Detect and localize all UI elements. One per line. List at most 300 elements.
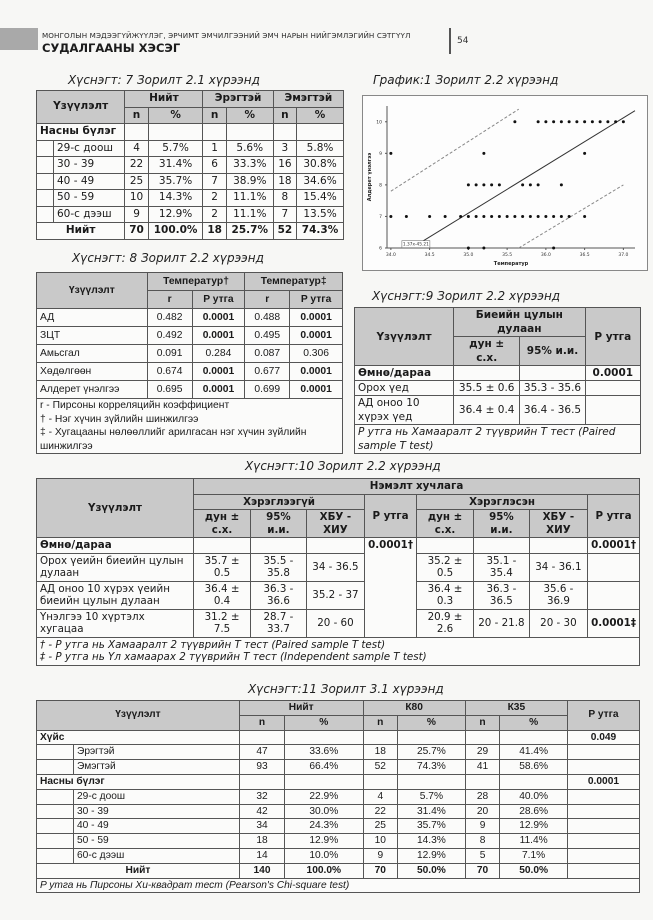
ci-lower-line [519,185,624,248]
table11-total-cell: 50.0% [398,863,466,878]
table11-section-label: Насны бүлэг [37,774,240,789]
table11-cell: 12.9% [500,819,568,834]
table11-cell: 22.9% [285,789,363,804]
table11-cell: 34 [239,819,284,834]
data-point [467,215,470,218]
table11-cell: 47 [239,745,284,760]
table7-total-cell: 18 [203,223,226,240]
table10-group: Хэрэглээгүй [194,494,365,510]
table10 [36,478,640,666]
data-point [482,152,485,155]
table10-p-header: P утга [588,494,640,538]
indent-cell [37,157,54,174]
table11-section-label: Хүйс [37,730,240,745]
data-point [599,120,602,123]
data-point [475,183,478,186]
data-point [568,215,571,218]
table8-group: Температур‡ [245,273,343,291]
x-tick-label: 34.0 [385,253,396,258]
table8-row-label: Алдерет үнэлгээ [37,381,148,399]
table10-p-header: P утга [365,494,417,538]
table10-cell-p [588,581,640,609]
table10-cell: 31.2 ± 7.5 [194,609,251,637]
table11-cell: 10 [363,834,398,849]
table11-sub: n [363,715,398,730]
table11-cell: 52 [363,760,398,775]
table7-total-cell: 25.7% [226,223,273,240]
table8 [36,272,343,454]
table9-note: P утга нь Хамааралт 2 түүврийн Т тест (Paired sample T test) [355,425,641,454]
table7-cell: 4 [125,140,148,157]
empty-cell [285,774,363,789]
table8-cell: 0.677 [245,363,290,381]
indent-cell [37,206,54,223]
table-row [37,848,640,863]
empty-cell [239,730,284,745]
table11-group: К35 [465,701,567,716]
table-row [37,745,640,760]
table11-group: К80 [363,701,465,716]
data-point [513,215,516,218]
table-row [37,140,344,157]
empty-cell [363,730,398,745]
table7-cell: 5.7% [148,140,203,157]
table7-cell: 25 [125,173,148,190]
table10-sub: дун ± с.х. [194,510,251,538]
table7-cell: 38.9% [226,173,273,190]
table9-cell: 35.5 ± 0.6 [454,381,520,396]
table11-cell: 7.1% [500,848,568,863]
table8-notes [37,399,343,454]
empty-cell [363,774,398,789]
table11-cell: 41 [465,760,500,775]
table10-row-label: Орох үеийн биеийн цулын дулаан [37,553,194,581]
table11-cell: 5 [465,848,500,863]
table11-col-header: Үзүүлэлт [37,701,240,731]
table10-p-used: 0.0001† [588,538,640,554]
x-tick-label: 36.0 [540,253,551,258]
table11-cell: 18 [239,834,284,849]
table8-cell: 0.674 [147,363,192,381]
table7-row-label: 30 - 39 [54,157,125,174]
table7-total-cell: 100.0% [148,223,203,240]
fit-line [422,111,635,242]
table10-cell: 20 - 30 [529,609,587,637]
table11-cell: 10.0% [285,848,363,863]
table10-cell: 36.3 - 36.6 [251,581,307,609]
table10-sub: ХБУ - ХИУ [306,510,364,538]
data-point [606,120,609,123]
table7-cell: 2 [203,190,226,207]
table7-cell: 34.6% [297,173,344,190]
table-row [37,157,344,174]
table7-row-label: 60-с дээш [54,206,125,223]
table7-sub: n [125,107,148,124]
table10-col-header: Үзүүлэлт [37,479,194,538]
scatter-chart-svg [363,96,647,270]
table11-cell: 30.0% [285,804,363,819]
table7-cell: 15.4% [297,190,344,207]
empty-cell [567,834,639,849]
table8-sub: r [245,291,290,309]
table11-sub: % [500,715,568,730]
x-tick-label: 37.0 [618,253,629,258]
table11-sub: % [398,715,466,730]
table8-cell: 0.306 [290,345,343,363]
data-point [529,215,532,218]
table11-p-header: P утга [567,701,639,731]
indent-cell [37,804,74,819]
data-point [405,215,408,218]
data-point [482,183,485,186]
table8-col-header: Үзүүлэлт [37,273,148,309]
header-divider [449,28,451,54]
data-point [537,215,540,218]
table10-note: † - P утга нь Хамааралт 2 түүврийн Т тест (Paired sample T test) [40,638,386,651]
table7-cell: 9 [125,206,148,223]
table11-cell: 74.3% [398,760,466,775]
table11-total-label: Нийт [37,863,240,878]
table11-note: P утга нь Пирсоны Хи-квадрат тест (Pearson's Chi-square test) [37,878,640,893]
data-point [467,183,470,186]
empty-cell [398,730,466,745]
table11-section-p: 0.049 [567,730,639,745]
table11-cell: 22 [363,804,398,819]
data-point [490,183,493,186]
empty-cell [567,789,639,804]
table-row [37,553,640,581]
table10-cell: 35.2 ± 0.5 [416,553,473,581]
table10-sub: 95% и.и. [474,510,530,538]
table8-sub: P утга [192,291,245,309]
table9-cell: 36.4 ± 0.4 [454,396,520,425]
table7-row-label: 50 - 59 [54,190,125,207]
data-point [560,120,563,123]
empty-cell [398,774,466,789]
table11-cell: 32 [239,789,284,804]
table7-cell: 31.4% [148,157,203,174]
table7-cell: 3 [273,140,296,157]
table10-p-not-used: 0.0001† [365,538,417,638]
table11-cell: 25.7% [398,745,466,760]
table10-cell: 34 - 36.5 [306,553,364,581]
table11-cell: 5.7% [398,789,466,804]
table10-section-label: Өмнө/дараа [37,538,194,554]
table9-row-label: АД оноо 10 хүрэх үед [355,396,454,425]
table7-caption: Хүснэгт: 7 Зорилт 2.1 хүрээнд [68,73,260,87]
table-row [37,363,343,381]
table7-col-header: Үзүүлэлт [37,91,125,124]
y-tick-label: 6 [379,246,382,252]
table10-cell: 35.6 - 36.9 [529,581,587,609]
table7-sub: n [203,107,226,124]
y-axis-label: Алдерет үнэлгээ [367,152,373,202]
indent-cell [37,140,54,157]
table7-sub: % [148,107,203,124]
data-point [498,215,501,218]
table11-sub: % [285,715,363,730]
table9-group: Биеийн цулын дулаан [454,308,586,337]
table11-total-cell: 70 [465,863,500,878]
data-point [482,215,485,218]
data-point [537,120,540,123]
indent-cell [37,760,74,775]
data-point [428,215,431,218]
table11-cell: 28 [465,789,500,804]
indent-cell [37,173,54,190]
data-point [544,215,547,218]
table8-cell: 0.0001 [192,381,245,399]
table10-caption: Хүснэгт:10 Зорилт 2.2 хүрээнд [245,459,441,473]
table7-group: Нийт [125,91,203,108]
table11-row-label: 60-с дээш [74,848,240,863]
data-point [560,215,563,218]
table7-cell: 11.1% [226,190,273,207]
table11-sub: n [465,715,500,730]
table10-cell-p: 0.0001‡ [588,609,640,637]
table-row [37,834,640,849]
table10-cell: 36.3 - 36.5 [474,581,530,609]
fit-equation-label: 1.37x-45.21 [402,242,429,248]
header-accent-bar [0,28,38,50]
table7-cell: 7 [273,206,296,223]
table11-cell: 18 [363,745,398,760]
table10-cell: 35.7 ± 0.5 [194,553,251,581]
table8-cell: 0.699 [245,381,290,399]
table9-p-header: P утга [585,308,640,366]
x-axis-label: Температур [493,261,529,267]
table11-row-label: Эрэгтэй [74,745,240,760]
table10-cell: 20.9 ± 2.6 [416,609,473,637]
indent-cell [37,745,74,760]
table11-row-label: 30 - 39 [74,804,240,819]
table7-cell: 16 [273,157,296,174]
data-point [583,120,586,123]
table11-cell: 40.0% [500,789,568,804]
x-tick-label: 35.5 [502,253,513,258]
table11-cell: 8 [465,834,500,849]
table-row [37,760,640,775]
table7-cell: 35.7% [148,173,203,190]
table10-cell: 36.4 ± 0.3 [416,581,473,609]
table7-sub: % [297,107,344,124]
table7-cell: 5.8% [297,140,344,157]
table8-sub: P утга [290,291,343,309]
table10-cell: 36.4 ± 0.4 [194,581,251,609]
table7-group: Эрэгтэй [203,91,273,108]
table7-row-label: 29-с доош [54,140,125,157]
table7-cell: 22 [125,157,148,174]
empty-cell [285,730,363,745]
table9-sub: дун ± с.х. [454,337,520,366]
table8-cell: 0.0001 [290,381,343,399]
data-point [490,215,493,218]
data-point [482,247,485,250]
table8-cell: 0.0001 [290,309,343,327]
data-point [475,215,478,218]
table8-sub: r [147,291,192,309]
data-point [552,215,555,218]
table7-sub: n [273,107,296,124]
table9-section-label: Өмнө/дараа [355,366,454,381]
data-point [591,120,594,123]
table9 [354,307,641,454]
table10-cell: 28.7 - 33.7 [251,609,307,637]
chart-title: График:1 Зорилт 2.2 хүрээнд [373,73,559,87]
table-row [355,396,641,425]
table-row [37,609,640,637]
data-point [513,120,516,123]
empty-cell [500,730,568,745]
table11-cell: 12.9% [398,848,466,863]
table11-cell: 11.4% [500,834,568,849]
empty-cell [567,804,639,819]
table7-section-label: Насны бүлэг [37,124,125,141]
table-row [37,581,640,609]
table-row [37,173,344,190]
table11-cell: 28.6% [500,804,568,819]
table7 [36,90,344,240]
table11-cell: 9 [363,848,398,863]
table11-sub: n [239,715,284,730]
ci-upper-line [391,109,519,191]
table9-cell: 35.3 - 35.6 [520,381,585,396]
scatter-chart [362,95,648,271]
table11-section-p: 0.0001 [567,774,639,789]
x-tick-label: 34.5 [424,253,435,258]
table7-cell: 10 [125,190,148,207]
table11-cell: 93 [239,760,284,775]
table7-total-label: Нийт [37,223,125,240]
table10-cell: 35.1 - 35.4 [474,553,530,581]
table10-cell: 20 - 21.8 [474,609,530,637]
table11 [36,700,640,893]
table9-caption: Хүснэгт:9 Зорилт 2.2 хүрээнд [372,289,561,303]
y-tick-label: 7 [379,214,382,220]
table7-cell: 18 [273,173,296,190]
data-point [459,215,462,218]
data-point [506,215,509,218]
table11-cell: 33.6% [285,745,363,760]
data-point [444,215,447,218]
table7-cell: 5.6% [226,140,273,157]
table8-row-label: Амьсгал [37,345,148,363]
table10-cell-p [588,553,640,581]
table7-cell: 33.3% [226,157,273,174]
table10-sub: дун ± с.х. [416,510,473,538]
table8-cell: 0.695 [147,381,192,399]
table-section-row [37,774,640,789]
data-point [521,183,524,186]
table8-row-label: ЗЦТ [37,327,148,345]
data-point [575,120,578,123]
table11-cell: 58.6% [500,760,568,775]
table11-cell: 20 [465,804,500,819]
table11-cell: 25 [363,819,398,834]
table10-group: Хэрэглэсэн [416,494,587,510]
table11-total-cell: 70 [363,863,398,878]
table8-cell: 0.492 [147,327,192,345]
data-point [529,183,532,186]
table11-row-label: 50 - 59 [74,834,240,849]
table7-cell: 11.1% [226,206,273,223]
table-row [37,206,344,223]
table9-cell: 36.4 - 36.5 [520,396,585,425]
x-tick-label: 36.5 [579,253,590,258]
table8-cell: 0.0001 [192,363,245,381]
x-tick-label: 35.0 [463,253,474,258]
data-point [537,183,540,186]
y-tick-label: 9 [379,151,382,157]
table8-caption: Хүснэгт: 8 Зорилт 2.2 хүрээнд [72,251,264,265]
table10-cell: 20 - 60 [306,609,364,637]
table7-cell: 1 [203,140,226,157]
empty-cell [567,819,639,834]
table11-cell: 14 [239,848,284,863]
table11-row-label: 29-с доош [74,789,240,804]
table11-cell: 41.4% [500,745,568,760]
table11-total-cell: 140 [239,863,284,878]
indent-cell [37,789,74,804]
table8-note: ‡ - Хугацааны нөлөөллийг арилгасан нэг хүчин зүйлийн шинжилгээ [40,427,307,452]
table7-sub: % [226,107,273,124]
page-number: 54 [457,36,469,46]
table-row [37,309,343,327]
table10-note: ‡ - P утга нь Үл хамаарах 2 түүврийн Т тест (Independent sample T test) [40,651,427,663]
table8-row-label: Хөдөлгөөн [37,363,148,381]
table9-col-header: Үзүүлэлт [355,308,454,366]
data-point [614,120,617,123]
table7-total-cell: 74.3% [297,223,344,240]
table9-sub: 95% и.и. [520,337,585,366]
table7-cell: 13.5% [297,206,344,223]
empty-cell [567,760,639,775]
table11-cell: 4 [363,789,398,804]
table11-cell: 66.4% [285,760,363,775]
data-point [622,120,625,123]
table8-note: † - Нэг хүчин зүйлийн шинжилгээ [40,413,199,425]
table8-row-label: АД [37,309,148,327]
table11-total-cell: 50.0% [500,863,568,878]
data-point [498,183,501,186]
table11-cell: 12.9% [285,834,363,849]
table7-cell: 2 [203,206,226,223]
table-row [37,327,343,345]
table-row [355,381,641,396]
table-row [37,190,344,207]
table8-group: Температур† [147,273,245,291]
table8-cell: 0.091 [147,345,192,363]
empty-cell [567,745,639,760]
data-point [583,215,586,218]
table10-cell: 35.2 - 37 [306,581,364,609]
table11-cell: 14.3% [398,834,466,849]
data-point [467,247,470,250]
table7-total-cell: 52 [273,223,296,240]
table11-cell: 24.3% [285,819,363,834]
table8-cell: 0.0001 [290,363,343,381]
table9-section-p: 0.0001 [585,366,640,381]
table8-cell: 0.488 [245,309,290,327]
table10-cell: 34 - 36.1 [529,553,587,581]
table7-cell: 6 [203,157,226,174]
table7-cell: 12.9% [148,206,203,223]
empty-cell [567,848,639,863]
journal-title: МОНГОЛЫН МЭДЭЭГҮЙЖҮҮЛЭГ, ЭРЧИМТ ЭМЧИЛГЭЭНИЙ ЭМЧ НАРЫН НИЙГЭМЛЭГИЙН СЭТГҮҮЛ [42,31,411,40]
data-point [389,215,392,218]
indent-cell [37,848,74,863]
table10-cell: 35.5 - 35.8 [251,553,307,581]
